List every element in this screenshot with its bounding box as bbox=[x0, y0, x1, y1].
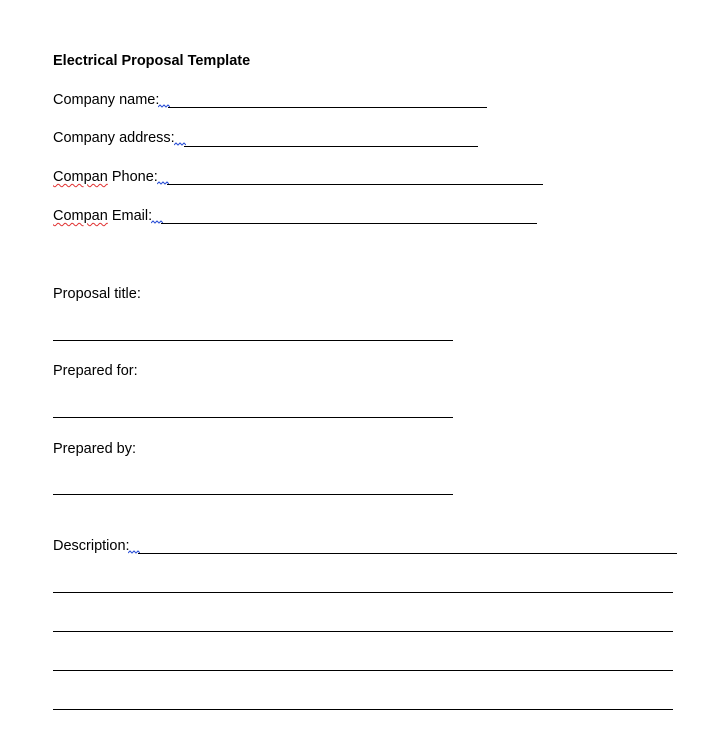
description-input-line[interactable] bbox=[53, 670, 673, 671]
prepared-by-input-line[interactable] bbox=[53, 494, 453, 495]
misspelled-word: Compan bbox=[53, 208, 108, 224]
description-input-line[interactable] bbox=[53, 592, 673, 593]
company-address-input-line[interactable] bbox=[184, 146, 478, 147]
document-title: Electrical Proposal Template bbox=[53, 53, 251, 69]
description-input-line[interactable] bbox=[53, 631, 673, 632]
grammar-squiggle bbox=[157, 181, 167, 185]
company-email-label bbox=[53, 208, 152, 224]
prepared-for-input-line[interactable] bbox=[53, 417, 453, 418]
prepared-by-label: Prepared by: bbox=[53, 441, 137, 457]
grammar-squiggle bbox=[158, 104, 168, 108]
company-phone-label-rest: Phone: bbox=[107, 169, 158, 185]
proposal-title-input-line[interactable] bbox=[53, 340, 453, 341]
prepared-for-label: Prepared for: bbox=[53, 363, 138, 379]
company-name-input-line[interactable] bbox=[168, 107, 487, 108]
grammar-squiggle bbox=[128, 550, 138, 554]
company-email-input-line[interactable] bbox=[161, 223, 537, 224]
company-email-label-rest: Email: bbox=[107, 208, 153, 224]
company-address-label: Company address: bbox=[53, 130, 175, 146]
proposal-title-label: Proposal title: bbox=[53, 286, 141, 302]
description-input-line[interactable] bbox=[53, 709, 673, 710]
description-label: Description: bbox=[53, 538, 130, 554]
grammar-squiggle bbox=[174, 142, 184, 146]
grammar-squiggle bbox=[151, 220, 161, 224]
company-name-label: Company name: bbox=[53, 92, 160, 108]
description-input-line[interactable] bbox=[138, 553, 677, 554]
company-phone-input-line[interactable] bbox=[167, 184, 543, 185]
company-phone-label bbox=[53, 169, 158, 185]
misspelled-word: Compan bbox=[53, 169, 108, 185]
